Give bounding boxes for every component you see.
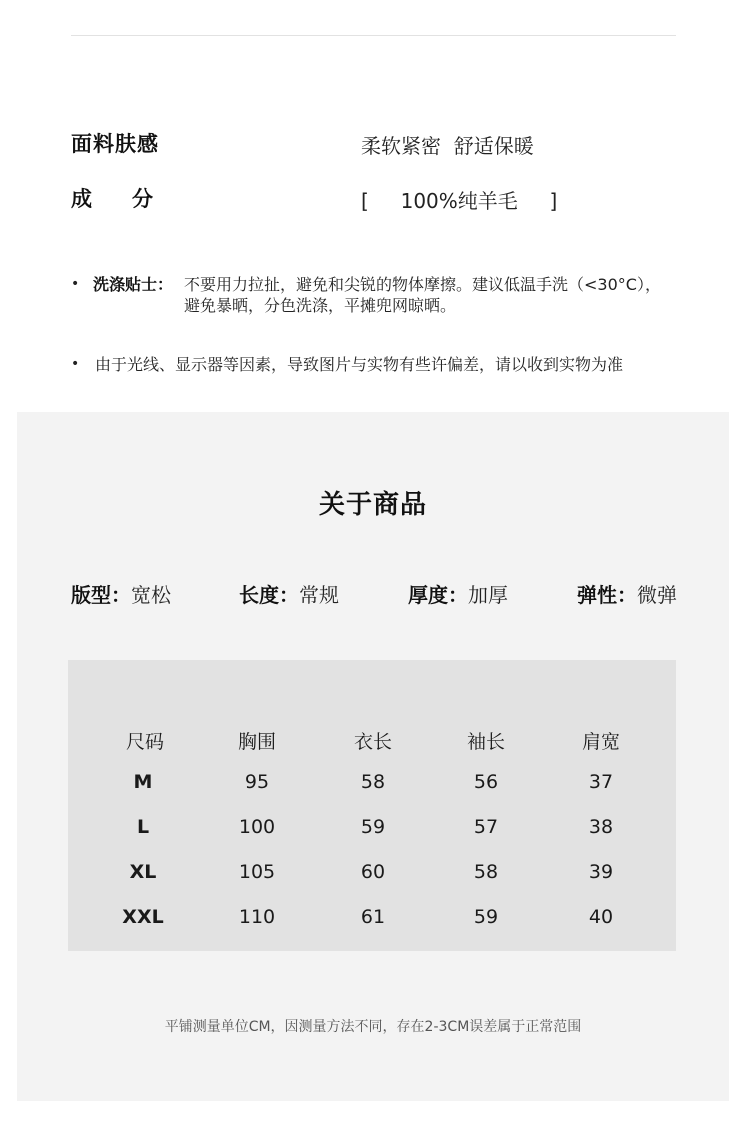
attr-value: 微弹 (637, 583, 677, 607)
table-cell-size: M (133, 771, 153, 793)
table-cell: 37 (588, 771, 614, 793)
attr-fit (71, 579, 171, 608)
attr-thickness (408, 579, 508, 608)
attr-length (239, 579, 339, 608)
attr-key: 版型： (71, 583, 131, 607)
spec-value: [ 100%纯羊毛 ] (361, 189, 558, 213)
attr-key: 弹性： (577, 583, 637, 607)
table-cell: 57 (473, 816, 499, 838)
attr-value: 常规 (299, 583, 339, 607)
table-cell: 58 (360, 771, 386, 793)
table-header: 肩宽 (581, 731, 620, 753)
spec-fabric-feel (71, 128, 691, 158)
product-info-panel (17, 412, 729, 1101)
panel-title: 关于商品 (318, 490, 427, 520)
spec-value: 柔软紧密 舒适保暖 (361, 134, 534, 158)
table-cell-size: XXL (122, 906, 164, 928)
spec-composition (71, 183, 691, 213)
disclaimer-text: 由于光线、显示器等因素，导致图片与实物有些许偏差，请以收到实物为准 (95, 355, 624, 374)
table-header: 袖长 (466, 731, 505, 753)
table-cell: 105 (238, 861, 276, 883)
attr-key: 厚度： (408, 583, 468, 607)
table-cell: 60 (360, 861, 386, 883)
table-cell: 95 (244, 771, 270, 793)
table-header: 尺码 (125, 731, 164, 753)
bullet-icon: • (71, 276, 80, 292)
attr-key: 长度： (239, 583, 299, 607)
top-divider (71, 35, 676, 36)
table-cell-size: XL (129, 861, 157, 883)
table-cell: 38 (588, 816, 614, 838)
measurement-note: 平铺测量单位CM，因测量方法不同，存在2-3CM误差属于正常范围 (164, 1019, 582, 1035)
table-cell: 100 (238, 816, 276, 838)
table-cell: 110 (238, 906, 276, 928)
table-cell: 58 (473, 861, 499, 883)
table-header: 衣长 (353, 731, 392, 753)
spec-label: 成分 (71, 187, 193, 211)
wash-tips-title: 洗涤贴士： (93, 275, 174, 294)
attr-value: 宽松 (131, 583, 171, 607)
bullet-icon: • (71, 356, 80, 372)
wash-tips-text: 不要用力拉扯，避免和尖锐的物体摩擦。建议低温手洗（<30°C），避免暴晒，分色洗涤，平摊兜网晾晒。 (184, 275, 661, 315)
attr-value: 加厚 (468, 583, 508, 607)
table-cell: 56 (473, 771, 499, 793)
table-cell-size: L (136, 816, 150, 838)
table-cell: 59 (473, 906, 499, 928)
table-cell: 61 (360, 906, 386, 928)
table-header: 胸围 (237, 731, 276, 753)
spec-label: 面料肤感 (71, 132, 159, 156)
table-cell: 39 (588, 861, 614, 883)
size-table (68, 660, 676, 951)
table-cell: 59 (360, 816, 386, 838)
attr-elasticity (577, 579, 677, 608)
table-cell: 40 (588, 906, 614, 928)
